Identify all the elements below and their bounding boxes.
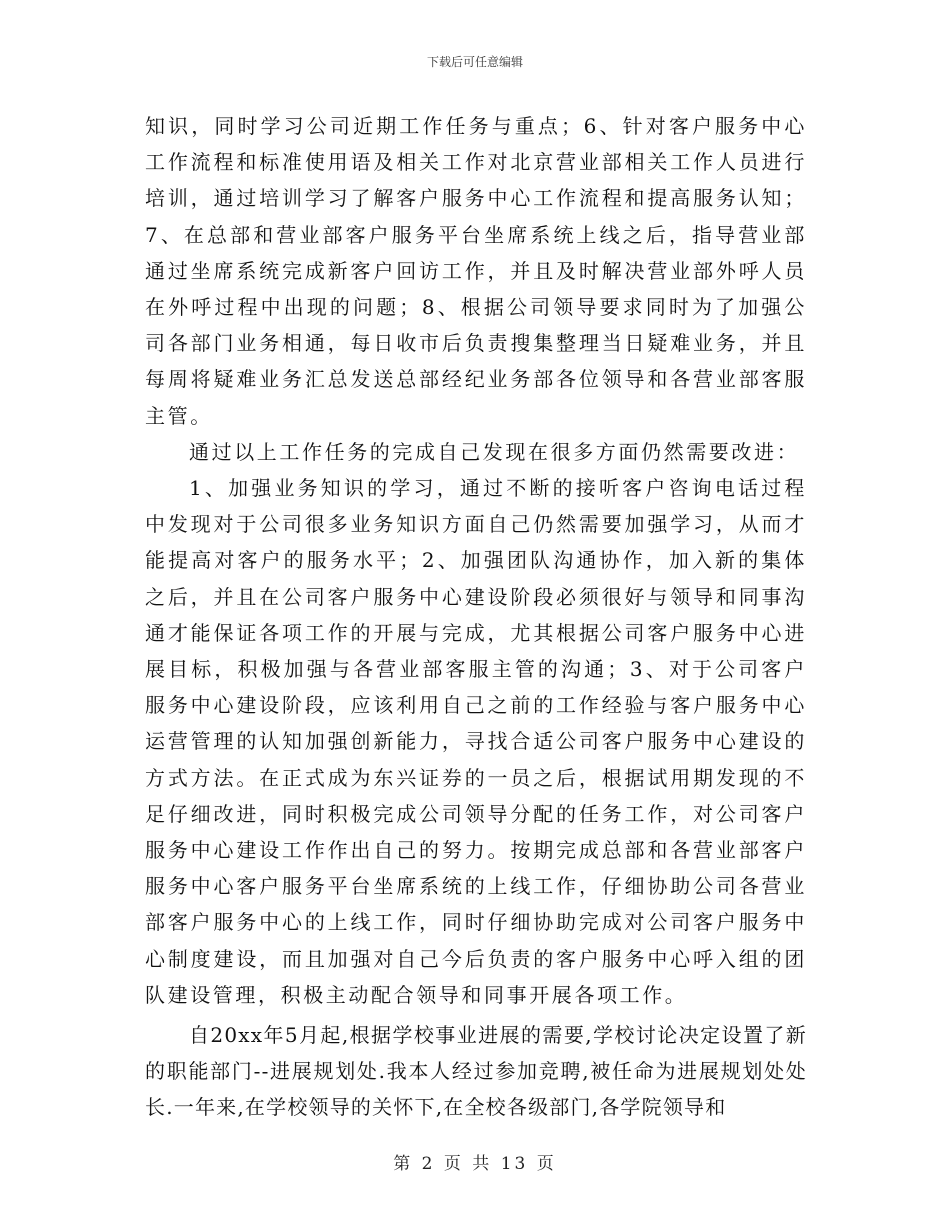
paragraph-improvement-intro: 通过以上工作任务的完成自己发现在很多方面仍然需要改进： — [189, 439, 800, 464]
paragraph-planning-office: 自20xx年5月起,根据学校事业进展的需要,学校讨论决定设置了新的职能部门--进展规划处.我本人经过参加竞聘,被任命为进展规划处处长.一年来,在学校领导的关怀下,在全校各级部门,各学院领导和 — [145, 1023, 807, 1120]
paragraph-continued-training-duties: 知识，同时学习公司近期工作任务与重点；6、针对客户服务中心工作流程和标准使用语及相关工作对北京营业部相关工作人员进行培训，通过培训学习了解客户服务中心工作流程和提高服务认知；7、在总部和营业部客户服务平台坐席系统上线之后，指导营业部通过坐席系统完成新客户回访工作，并且及时解决营业部外呼人员在外呼过程中出现的问题；8、根据公司领导要求同时为了加强公司各部门业务相通，每日收市后负责搜集整理当日疑难业务，并且每周将疑难业务汇总发送总部经纪业务部各位领导和各营业部客服主管。 — [145, 114, 807, 428]
page-header: 下载后可任意编辑 — [426, 55, 523, 69]
document-body — [145, 108, 807, 1126]
page-number-footer: 第 2 页 共 13 页 — [393, 1154, 557, 1174]
paragraph-improvement-items: 1、加强业务知识的学习，通过不断的接听客户咨询电话过程中发现对于公司很多业务知识方面自己仍然需要加强学习，从而才能提高对客户的服务水平；2、加强团队沟通协作，加入新的集体之后，并且在公司客户服务中心建设阶段必须很好与领导和同事沟通才能保证各项工作的开展与完成，尤其根据公司客户服务中心进展目标，积极加强与各营业部客服主管的沟通；3、对于公司客户服务中心建设阶段，应该利用自己之前的工作经验与客户服务中心运营管理的认知加强创新能力，寻找合适公司客户服务中心建设的方式方法。在正式成为东兴证券的一员之后，根据试用期发现的不足仔细改进，同时积极完成公司领导分配的任务工作，对公司客户服务中心建设工作作出自己的努力。按期完成总部和各营业部客户服务中心客户服务平台坐席系统的上线工作，仔细协助公司各营业部客户服务中心的上线工作，同时仔细协助完成对公司客户服务中心制度建设，而且加强对自己今后负责的客户服务中心呼入组的团队建设管理，积极主动配合领导和同事开展各项工作。 — [145, 476, 807, 1007]
